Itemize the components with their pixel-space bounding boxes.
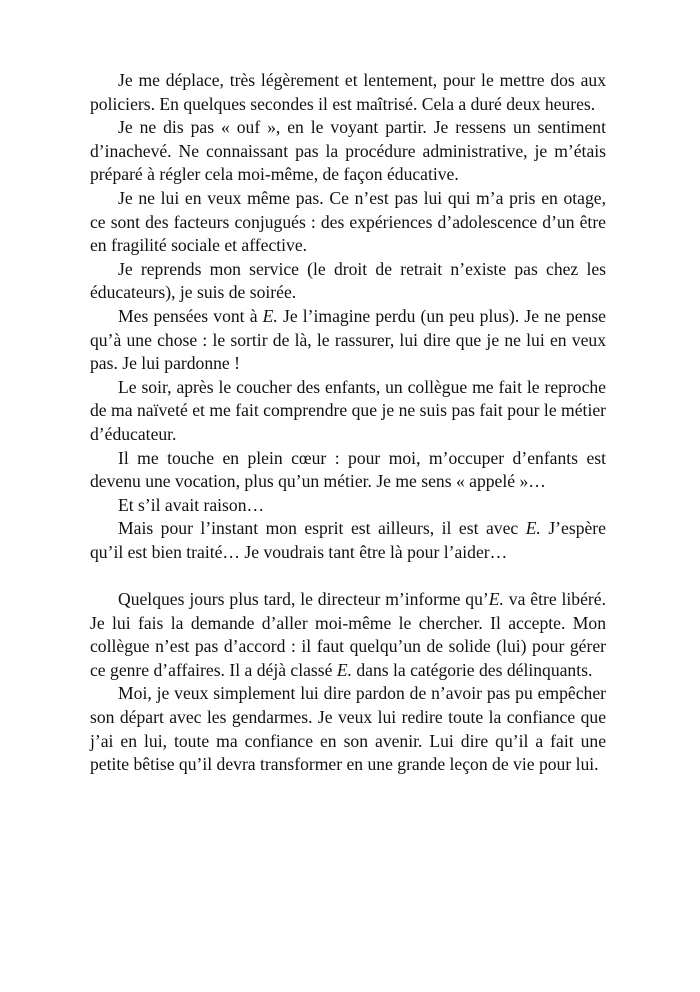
paragraph: Mais pour l’instant mon esprit est ailleurs, il est avec E. J’espère qu’il est bien traité… Je voudrais tant être là pour l’aider… [90, 518, 606, 562]
initial-e: E. [262, 305, 278, 326]
initial-e: E. [336, 659, 352, 680]
paragraph: Et s’il avait raison… [118, 494, 265, 515]
section-gap [90, 564, 606, 588]
paragraph: Quelques jours plus tard, le directeur m’informe qu’E. va être libéré. Je lui fais la demande d’aller moi-même le chercher. Il accepte. Mon collègue n’est pas d’accord : il faut quelqu’un de solide (lui) pour gérer ce genre d’affaires. Il a déjà classé E. dans la catégorie des délinquants. [90, 589, 606, 680]
paragraph: Le soir, après le coucher des enfants, un collègue me fait le reproche de ma naïveté et me fait comprendre que je ne suis pas fait pour le métier d’éducateur. [90, 376, 606, 444]
paragraph: Je ne dis pas « ouf », en le voyant partir. Je ressens un sentiment d’inachevé. Ne connaissant pas la procédure administrative, je m’étais préparé à régler cela moi-même, de façon éducative. [90, 117, 606, 185]
paragraph: Il me touche en plein cœur : pour moi, m’occuper d’enfants est devenu une vocation, plus qu’un métier. Je me sens « appelé »… [90, 447, 606, 492]
paragraph: Moi, je veux simplement lui dire pardon de n’avoir pas pu empêcher son départ avec les gendarmes. Je veux lui redire toute la confiance que j’ai en lui, toute ma confiance en son avenir. Lui dire qu’il a fait une petite bêtise qu’il devra transformer en une grande leçon de vie pour lui. [90, 683, 606, 775]
paragraph: Je me déplace, très légèrement et lentement, pour le mettre dos aux policiers. En quelques secondes il est maîtrisé. Cela a duré deux heures. [90, 70, 606, 114]
page-body [90, 69, 606, 777]
initial-e: E. [525, 518, 541, 539]
initial-e: E. [488, 589, 504, 610]
paragraph: Je reprends mon service (le droit de retrait n’existe pas chez les éducateurs), je suis de soirée. [90, 258, 606, 303]
paragraph: Mes pensées vont à E. Je l’imagine perdu (un peu plus). Je ne pense qu’à une chose : le sortir de là, le rassurer, lui dire que je ne lui en veux pas. Je lui pardonne ! [90, 305, 606, 374]
paragraph: Je ne lui en veux même pas. Ce n’est pas lui qui m’a pris en otage, ce sont des facteurs conjugués : des expériences d’adolescence d’un être en fragilité sociale et affective. [90, 187, 606, 256]
